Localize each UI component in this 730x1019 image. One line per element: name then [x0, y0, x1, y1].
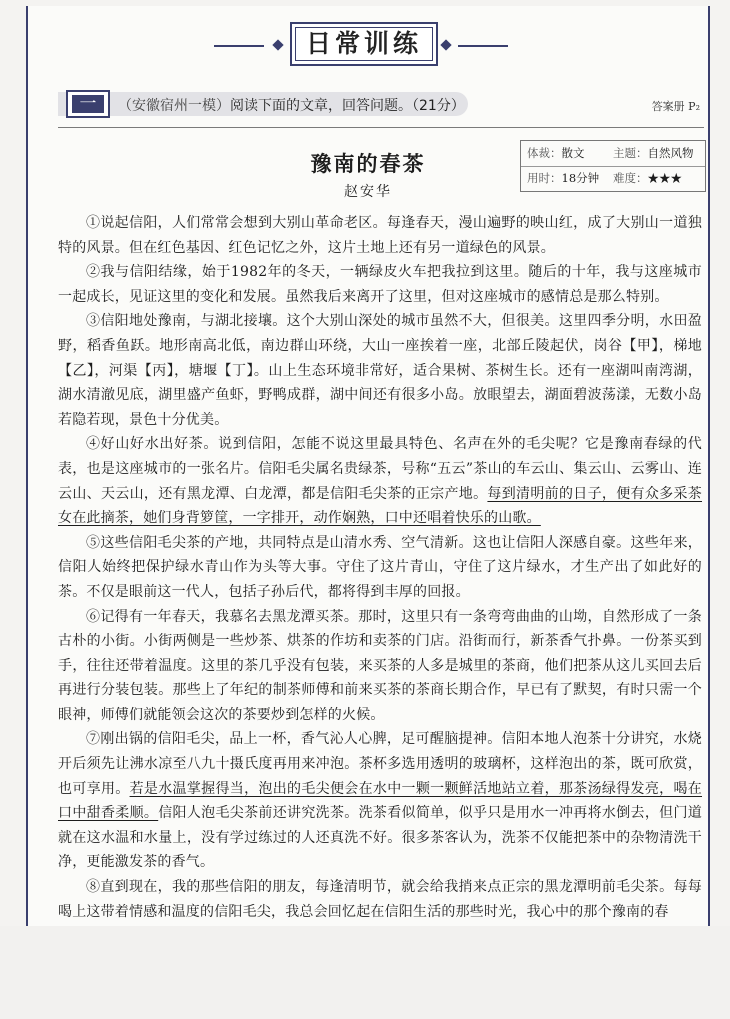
info-row-time-difficulty — [521, 166, 705, 191]
underlined-sentence-1: 每到清明前的日子，便有众多采茶女在此摘茶，她们身背箩筐，一字排开，动作娴熟，口中还唱着快乐的山歌。 — [58, 485, 703, 527]
header-divider — [58, 127, 704, 128]
question-header — [58, 90, 704, 118]
paragraph-4 — [58, 432, 702, 530]
banner-rule-left — [214, 45, 264, 47]
question-prompt-line — [118, 95, 465, 115]
paragraph-5: ⑤这些信阳毛尖茶的产地，共同特点是山清水秀、空气清新。这也让信阳人深感自豪。这些年来，信阳人始终把保护绿水青山作为头等大事。守住了这片青山，守住了这片绿水，才生产出了如此好的茶。不仅是眼前这一代人，包括子孙后代，都将得到丰厚的回报。 — [58, 534, 702, 600]
article-info-box — [520, 140, 706, 192]
paragraph-7-text: ⑦刚出锅的信阳毛尖，品上一杯，香气沁人心脾，足可醒脑提神。信阳本地人泡茶十分讲究，水烧开后须先让沸水凉至八九十摄氏度再用来冲泡。茶杯多选用透明的玻璃杯，这样泡出的茶，既可欣赏，也可享用。 — [58, 731, 702, 797]
info-time: 用时：18分钟 — [527, 171, 600, 185]
question-prompt: 阅读下面的文章，回答问题。（21分） — [230, 98, 465, 114]
info-row-genre-theme — [521, 141, 705, 167]
article-title: 豫南的春茶 — [310, 151, 426, 176]
banner-diamond-left — [272, 39, 283, 50]
paragraph-6: ⑥记得有一年春天，我慕名去黑龙潭买茶。那时，这里只有一条弯弯曲曲的山坳，自然形成了一条古朴的小街。小街两侧是一些炒茶、烘茶的作坊和卖茶的门店。沿街而行，新茶香气扑鼻。一份茶买到手，往往还带着温度。这里的茶几乎没有包装，来买茶的人多是城里的茶商，他们把茶从这儿买回去后再进行分装包装。那些上了年纪的制茶师傅和前来买茶的茶商长期合作，早已有了默契，有时只需一个眼神，师傅们就能领会这次的茶要炒到怎样的火候。 — [58, 608, 702, 723]
paragraph-7-tail: 信阳人泡毛尖茶前还讲究洗茶。洗茶看似简单，似乎只是用水一冲再将水倒去，但门道就在这水温和水量上，没有学过练过的人还真洗不好。很多茶客认为，洗茶不仅能把茶中的杂物清洗干净，更能激发茶的香气。 — [58, 805, 702, 871]
difficulty-stars: ★★★ — [647, 171, 682, 185]
banner-rule-right — [458, 45, 508, 47]
worksheet-page — [26, 6, 710, 928]
banner-diamond-right — [440, 39, 451, 50]
article-body — [58, 211, 702, 924]
article-author: 赵安华 — [344, 184, 392, 200]
question-number-badge — [66, 90, 110, 118]
answer-reference: 答案册 P₂ — [651, 100, 700, 113]
paragraph-4-text: ④好山好水出好茶。说到信阳，怎能不说这里最具特色、名声在外的毛尖呢？它是豫南春绿的代表，也是这座城市的一张名片。信阳毛尖属名贵绿茶，号称“五云”茶山的车云山、集云山、云雾山、连云山、天云山，还有黑龙潭、白龙潭，都是信阳毛尖茶的正宗产地。 — [58, 436, 702, 502]
section-banner — [28, 12, 708, 66]
info-theme: 主题：自然风物 — [613, 146, 694, 160]
section-title: 日常训练 — [290, 22, 438, 66]
paragraph-3: ③信阳地处豫南，与湖北接壤。这个大别山深处的城市虽然不大，但很美。这里四季分明，水田盈野，稻香鱼跃。地形南高北低，南边群山环绕，大山一座挨着一座，北部丘陵起伏，岗谷【甲】，梯地【乙】，河渠【丙】，塘堰【丁】。山上生态环境非常好，适合果树、茶树生长。还有一座湖叫南湾湖，湖水清澈见底，湖里盛产鱼虾，野鸭成群，湖中间还有很多小岛。放眼望去，湖面碧波荡漾，无数小岛若隐若现，景色十分优美。 — [58, 313, 702, 428]
page-bottom-margin — [0, 926, 730, 1019]
paragraph-2: ②我与信阳结缘，始于1982年的冬天，一辆绿皮火车把我拉到这里。随后的十年，我与这座城市一起成长，见证这里的变化和发展。虽然我后来离开了这里，但对这座城市的感情总是那么特别。 — [58, 264, 702, 305]
paragraph-7 — [58, 727, 702, 875]
underlined-sentence-2: 若是水温掌握得当，泡出的毛尖便会在水中一颗一颗鲜活地站立着，那茶汤绿得发亮，喝在口中甜香柔顺。 — [58, 780, 703, 822]
question-number: 一 — [72, 95, 104, 113]
paragraph-1: ①说起信阳，人们常常会想到大别山革命老区。每逢春天，漫山遍野的映山红，成了大别山一道独特的风景。但在红色基因、红色记忆之外，这片土地上还有另一道绿色的风景。 — [58, 215, 702, 256]
info-difficulty: 难度：★★★ — [613, 171, 682, 185]
question-source: （安徽宿州一模） — [118, 98, 230, 114]
paragraph-8: ⑧直到现在，我的那些信阳的朋友，每逢清明节，就会给我捎来点正宗的黑龙潭明前毛尖茶。每每喝上这带着情感和温度的信阳毛尖，我总会回忆起在信阳生活的那些时光，我心中的那个豫南的春 — [58, 879, 702, 920]
info-genre: 体裁：散文 — [527, 146, 585, 160]
